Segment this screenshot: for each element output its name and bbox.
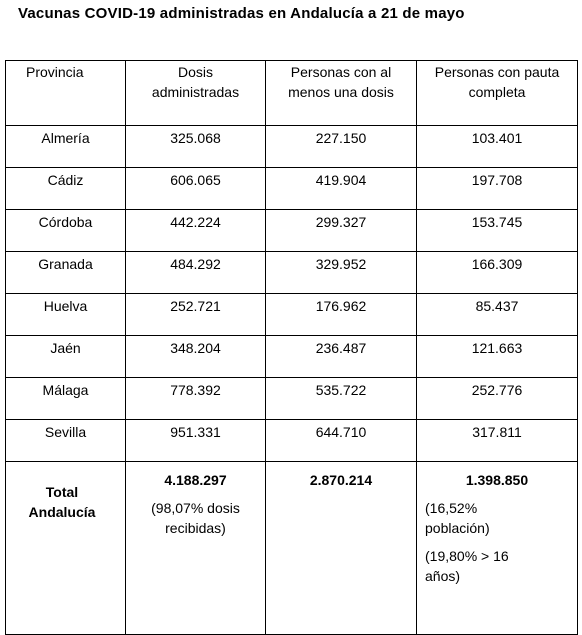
table-row (6, 210, 578, 252)
total-una-dosis-value: 2.870.214 (309, 472, 373, 488)
cell-provincia: Jaén (6, 336, 126, 378)
cell-dosis: 606.065 (126, 168, 266, 210)
total-label-line1: Total (45, 484, 79, 500)
cell-dosis: 484.292 (126, 252, 266, 294)
cell-dosis: 442.224 (126, 210, 266, 252)
total-row (6, 462, 578, 635)
total-label-line2: Andalucía (28, 504, 96, 520)
table-row (6, 420, 578, 462)
cell-pauta: 252.776 (417, 378, 578, 420)
header-row (6, 61, 578, 126)
cell-provincia: Almería (6, 126, 126, 168)
cell-pauta: 85.437 (417, 294, 578, 336)
total-pauta-note-mayores: (19,80% > 16 años) (425, 548, 509, 584)
cell-una-dosis: 644.710 (266, 420, 417, 462)
cell-una-dosis: 176.962 (266, 294, 417, 336)
cell-pauta: 103.401 (417, 126, 578, 168)
cell-dosis: 778.392 (126, 378, 266, 420)
cell-una-dosis: 419.904 (266, 168, 417, 210)
total-pauta-value: 1.398.850 (465, 472, 529, 488)
cell-una-dosis: 535.722 (266, 378, 417, 420)
table-row (6, 252, 578, 294)
cell-una-dosis: 329.952 (266, 252, 417, 294)
table-row (6, 378, 578, 420)
cell-dosis: 348.204 (126, 336, 266, 378)
cell-provincia: Cádiz (6, 168, 126, 210)
page-title: Vacunas COVID-19 administradas en Andalucía a 21 de mayo (18, 5, 465, 22)
cell-una-dosis: 227.150 (266, 126, 417, 168)
total-dosis-cell (126, 462, 266, 635)
total-label (6, 462, 126, 635)
header-pauta: Personas con pauta completa (417, 61, 578, 126)
table-row (6, 126, 578, 168)
cell-provincia: Córdoba (6, 210, 126, 252)
cell-provincia: Málaga (6, 378, 126, 420)
cell-provincia: Huelva (6, 294, 126, 336)
cell-pauta: 153.745 (417, 210, 578, 252)
header-una-dosis: Personas con al menos una dosis (266, 61, 417, 126)
cell-dosis: 325.068 (126, 126, 266, 168)
total-una-dosis-cell (266, 462, 417, 635)
total-dosis-note: (98,07% dosis recibidas) (151, 500, 240, 536)
cell-dosis: 252.721 (126, 294, 266, 336)
cell-una-dosis: 299.327 (266, 210, 417, 252)
vaccines-table (5, 60, 578, 635)
cell-provincia: Granada (6, 252, 126, 294)
table-row (6, 336, 578, 378)
cell-provincia: Sevilla (6, 420, 126, 462)
header-dosis: Dosis administradas (126, 61, 266, 126)
total-pauta-cell (417, 462, 578, 635)
cell-pauta: 166.309 (417, 252, 578, 294)
table-row (6, 294, 578, 336)
cell-pauta: 317.811 (417, 420, 578, 462)
total-pauta-note-poblacion: (16,52% población) (425, 500, 490, 536)
table-row (6, 168, 578, 210)
cell-dosis: 951.331 (126, 420, 266, 462)
cell-pauta: 197.708 (417, 168, 578, 210)
total-dosis-value: 4.188.297 (164, 472, 227, 488)
cell-una-dosis: 236.487 (266, 336, 417, 378)
cell-pauta: 121.663 (417, 336, 578, 378)
header-provincia: Provincia (6, 61, 126, 126)
